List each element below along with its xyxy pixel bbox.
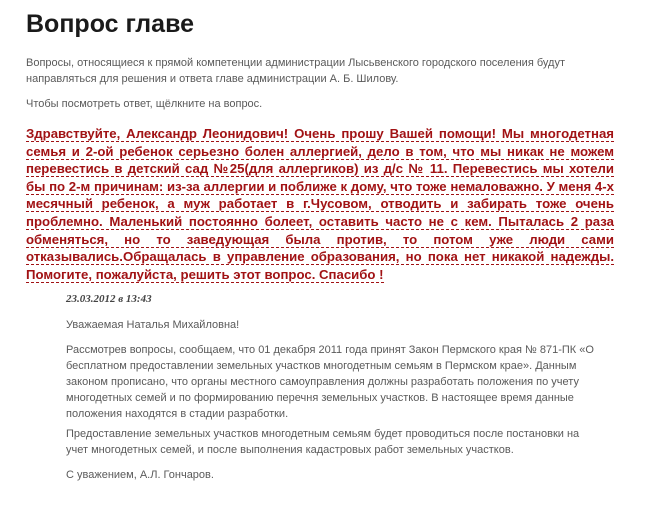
question-text[interactable]: Здравствуйте, Александр Леонидович! Очень прошу Вашей помощи! Мы многодетная семья и 2-ой ребенок серьезно болен аллергией, дело в том, что мы никак не можем перевестись в детский сад №25(для аллергиков) из д/с № 11. Перевестись мы хотели бы по 2-м причинам: из-за аллергии и поближе к дому, что тоже немаловажно. У меня 4-х месячный ребенок, а муж работает в г.Чусовом, отводить и забирать тоже очень проблемно. Маленький постоянно болеет, оставить часто не с кем. Пыталась 2 раза обменяться, но то заведующая была против, то потом уже люди сами отказывались.Обращалась в управление образования, но пока нет никакой надежды. Помогите, пожалуйста, решить этот вопрос. Спасибо !	[26, 126, 614, 282]
intro-text: Вопросы, относящиеся к прямой компетенции администрации Лысьвенского городского поселения будут направляться для решения и ответа главе администрации А. Б. Шилову.	[26, 57, 565, 85]
answer-body-paragraph-2: Предоставление земельных участков многодетным семьям будет проводиться после постановки на учет многодетных семей, и после выполнения кадастровых работ земельных участков.	[66, 428, 580, 456]
answer-date: 23.03.2012 в 13:43	[66, 293, 152, 305]
answer-body-paragraph: Рассмотрев вопросы, сообщаем, что 01 декабря 2011 года принят Закон Пермского края № 871-ПК «О бесплатном предоставлении земельных участков многодетным семьям в Пермском крае». Данным законом прописано, что органы местного самоуправления должны разработать положения по учету многодетных семей и по формированию перечня земельных участков. В настоящее время данные положения находятся в стадии разработки.	[66, 344, 594, 420]
hint-text: Чтобы посмотреть ответ, щёлкните на вопрос.	[26, 98, 263, 110]
answer-greeting: Уважаемая Наталья Михайловна!	[66, 319, 240, 331]
answer-signature: С уважением, А.Л. Гончаров.	[66, 469, 214, 481]
question-link[interactable]	[26, 125, 614, 283]
page-title: Вопрос главе	[26, 10, 195, 38]
